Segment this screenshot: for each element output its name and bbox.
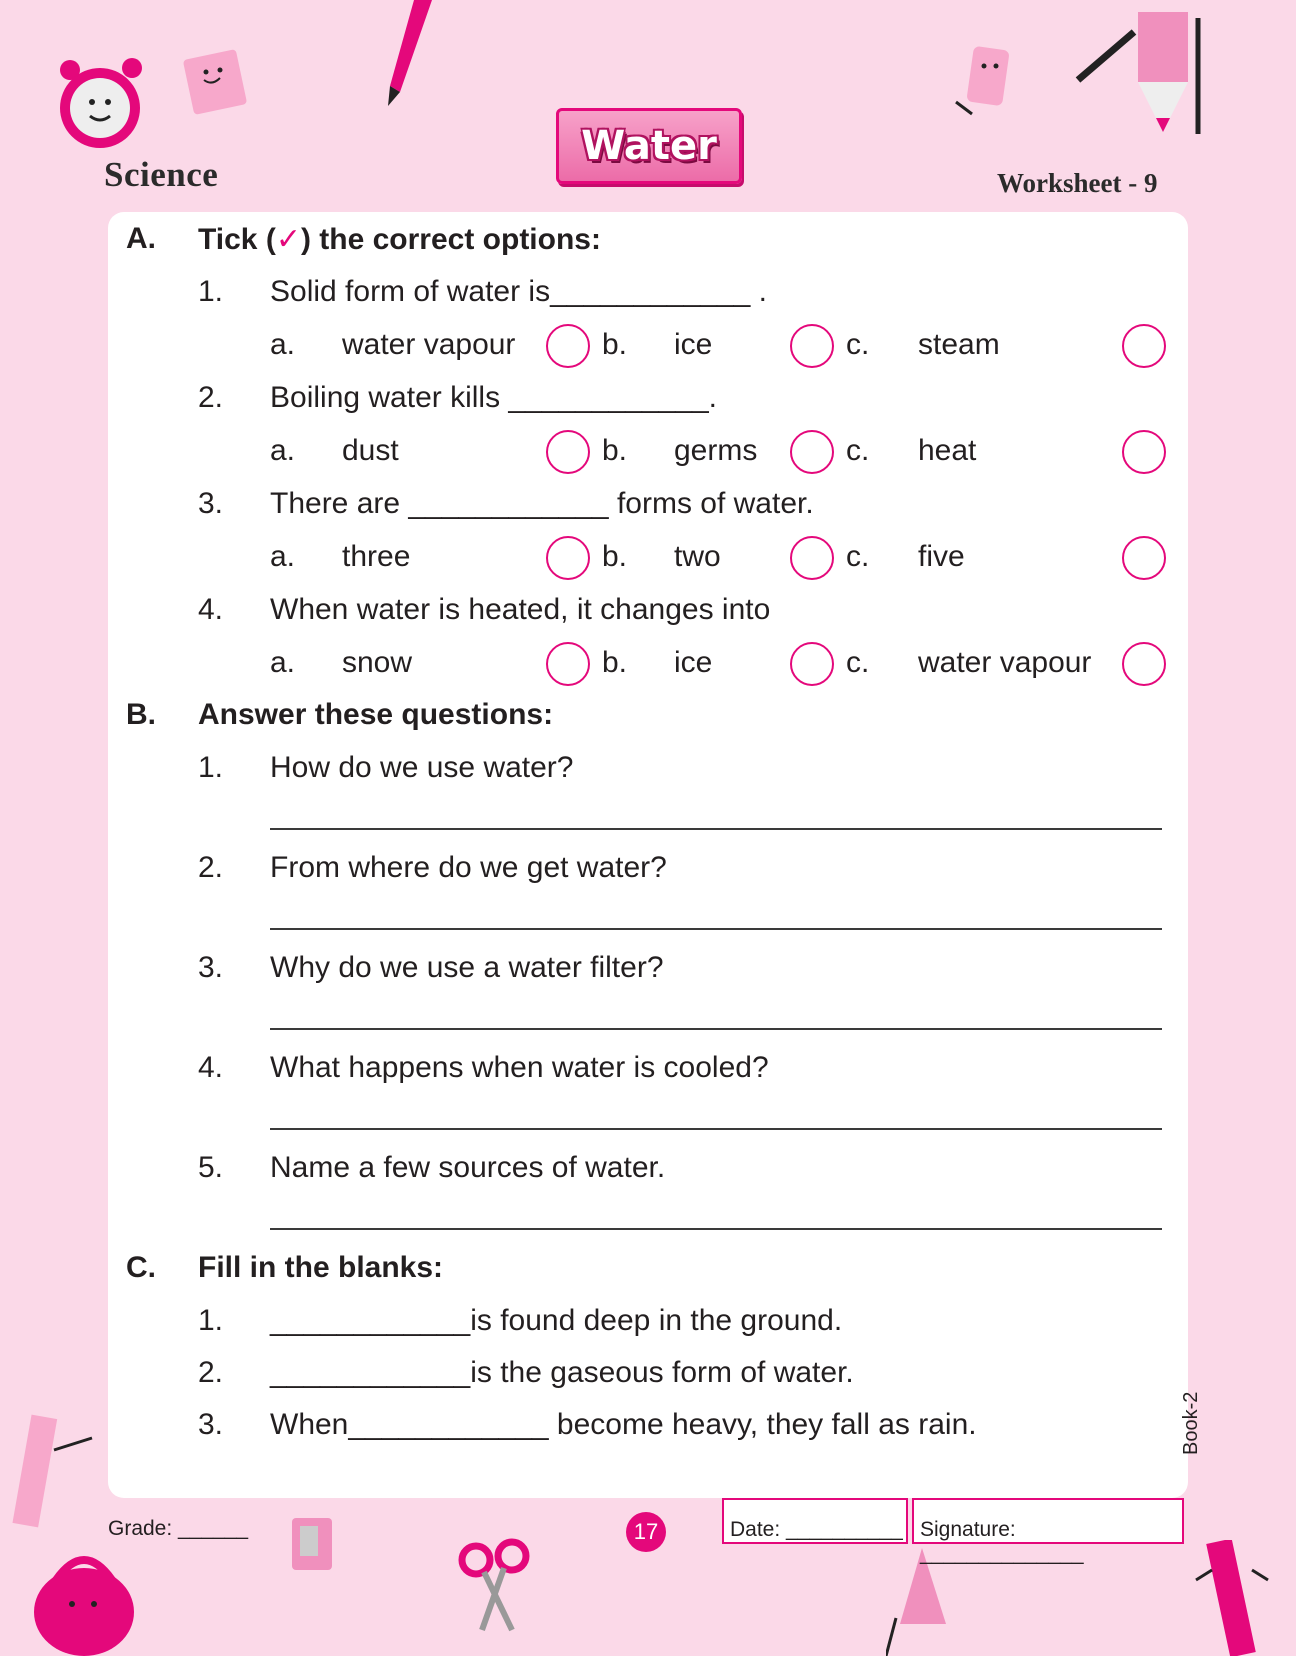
question-number: 1. bbox=[198, 275, 224, 308]
question-text: Why do we use a water filter? bbox=[270, 951, 664, 984]
option-letter: b. bbox=[602, 646, 628, 679]
option-text: water vapour bbox=[918, 646, 1092, 679]
option-a-checkbox[interactable] bbox=[546, 536, 590, 580]
option-letter: a. bbox=[270, 434, 296, 467]
question-text: What happens when water is cooled? bbox=[270, 1051, 769, 1084]
question-number: 5. bbox=[198, 1151, 224, 1184]
option-c-checkbox[interactable] bbox=[1122, 430, 1166, 474]
option-letter: c. bbox=[846, 540, 870, 573]
option-b-checkbox[interactable] bbox=[790, 430, 834, 474]
option-c-checkbox[interactable] bbox=[1122, 324, 1166, 368]
blank-number: 2. bbox=[198, 1356, 224, 1389]
option-letter: b. bbox=[602, 434, 628, 467]
option-c-checkbox[interactable] bbox=[1122, 642, 1166, 686]
sharpener-illustration bbox=[284, 1512, 344, 1582]
grade-field[interactable]: Grade: ______ bbox=[108, 1517, 249, 1540]
question-text: Boiling water kills ____________. bbox=[270, 381, 717, 414]
question-text: Name a few sources of water. bbox=[270, 1151, 666, 1184]
answer-line[interactable] bbox=[270, 928, 1162, 930]
book-label: Book-2 bbox=[1180, 1391, 1202, 1455]
section-a-heading-post: ) the correct options: bbox=[300, 223, 601, 256]
pencil-character-illustration bbox=[1068, 8, 1208, 138]
pen-illustration bbox=[1192, 1540, 1272, 1656]
scissors-illustration bbox=[456, 1536, 536, 1636]
option-text: dust bbox=[342, 434, 399, 467]
option-text: heat bbox=[918, 434, 977, 467]
section-b-heading: Answer these questions: bbox=[198, 698, 554, 731]
section-a-heading-pre: Tick ( bbox=[198, 223, 276, 256]
worksheet-title: Water bbox=[581, 123, 717, 169]
section-c-letter: C. bbox=[126, 1251, 156, 1284]
answer-line[interactable] bbox=[270, 828, 1162, 830]
section-b-letter: B. bbox=[126, 698, 156, 731]
option-letter: c. bbox=[846, 434, 870, 467]
answer-line[interactable] bbox=[270, 1228, 1162, 1230]
question-text: From where do we get water? bbox=[270, 851, 667, 884]
notepad-illustration bbox=[178, 44, 258, 124]
question-text: How do we use water? bbox=[270, 751, 574, 784]
option-b-checkbox[interactable] bbox=[790, 642, 834, 686]
option-letter: a. bbox=[270, 540, 296, 573]
question-text: There are ____________ forms of water. bbox=[270, 487, 814, 520]
option-b-checkbox[interactable] bbox=[790, 324, 834, 368]
question-number: 1. bbox=[198, 751, 224, 784]
page-number-badge: 17 bbox=[626, 1512, 666, 1552]
question-text: When water is heated, it changes into bbox=[270, 593, 771, 626]
question-number: 3. bbox=[198, 951, 224, 984]
option-letter: a. bbox=[270, 328, 296, 361]
section-c-heading: Fill in the blanks: bbox=[198, 1251, 444, 1284]
question-number: 3. bbox=[198, 487, 224, 520]
option-letter: a. bbox=[270, 646, 296, 679]
answer-line[interactable] bbox=[270, 1028, 1162, 1030]
question-number: 2. bbox=[198, 381, 224, 414]
option-letter: c. bbox=[846, 646, 870, 679]
question-text: Solid form of water is____________ . bbox=[270, 275, 767, 308]
option-text: ice bbox=[674, 328, 713, 361]
eraser-illustration bbox=[946, 40, 1026, 120]
option-text: snow bbox=[342, 646, 413, 679]
option-b-checkbox[interactable] bbox=[790, 536, 834, 580]
option-text: germs bbox=[674, 434, 758, 467]
date-field[interactable]: Date: __________ bbox=[722, 1498, 908, 1544]
blank-number: 1. bbox=[198, 1304, 224, 1337]
section-a-letter: A. bbox=[126, 222, 156, 255]
option-letter: b. bbox=[602, 540, 628, 573]
fill-blank-text: ____________is the gaseous form of water. bbox=[270, 1356, 854, 1389]
fill-blank-text: ____________is found deep in the ground. bbox=[270, 1304, 843, 1337]
blank-number: 3. bbox=[198, 1408, 224, 1441]
option-text: ice bbox=[674, 646, 713, 679]
worksheet-title-badge bbox=[556, 108, 742, 184]
option-letter: b. bbox=[602, 328, 628, 361]
option-text: steam bbox=[918, 328, 1000, 361]
answer-line[interactable] bbox=[270, 1128, 1162, 1130]
subject-label: Science bbox=[104, 155, 219, 194]
option-text: five bbox=[918, 540, 965, 573]
tick-icon: ✓ bbox=[275, 223, 301, 256]
alarm-clock-illustration bbox=[54, 40, 150, 160]
option-text: water vapour bbox=[342, 328, 516, 361]
pencil-illustration bbox=[380, 0, 440, 110]
option-text: three bbox=[342, 540, 411, 573]
option-a-checkbox[interactable] bbox=[546, 324, 590, 368]
fill-blank-text: When____________ become heavy, they fall as rain. bbox=[270, 1408, 977, 1441]
option-c-checkbox[interactable] bbox=[1122, 536, 1166, 580]
section-a-heading bbox=[198, 222, 601, 257]
option-text: two bbox=[674, 540, 721, 573]
option-a-checkbox[interactable] bbox=[546, 430, 590, 474]
signature-field[interactable]: Signature: ______________ bbox=[912, 1498, 1184, 1544]
option-a-checkbox[interactable] bbox=[546, 642, 590, 686]
question-number: 4. bbox=[198, 593, 224, 626]
option-letter: c. bbox=[846, 328, 870, 361]
worksheet-number: Worksheet - 9 bbox=[997, 168, 1158, 198]
question-number: 2. bbox=[198, 851, 224, 884]
question-number: 4. bbox=[198, 1051, 224, 1084]
